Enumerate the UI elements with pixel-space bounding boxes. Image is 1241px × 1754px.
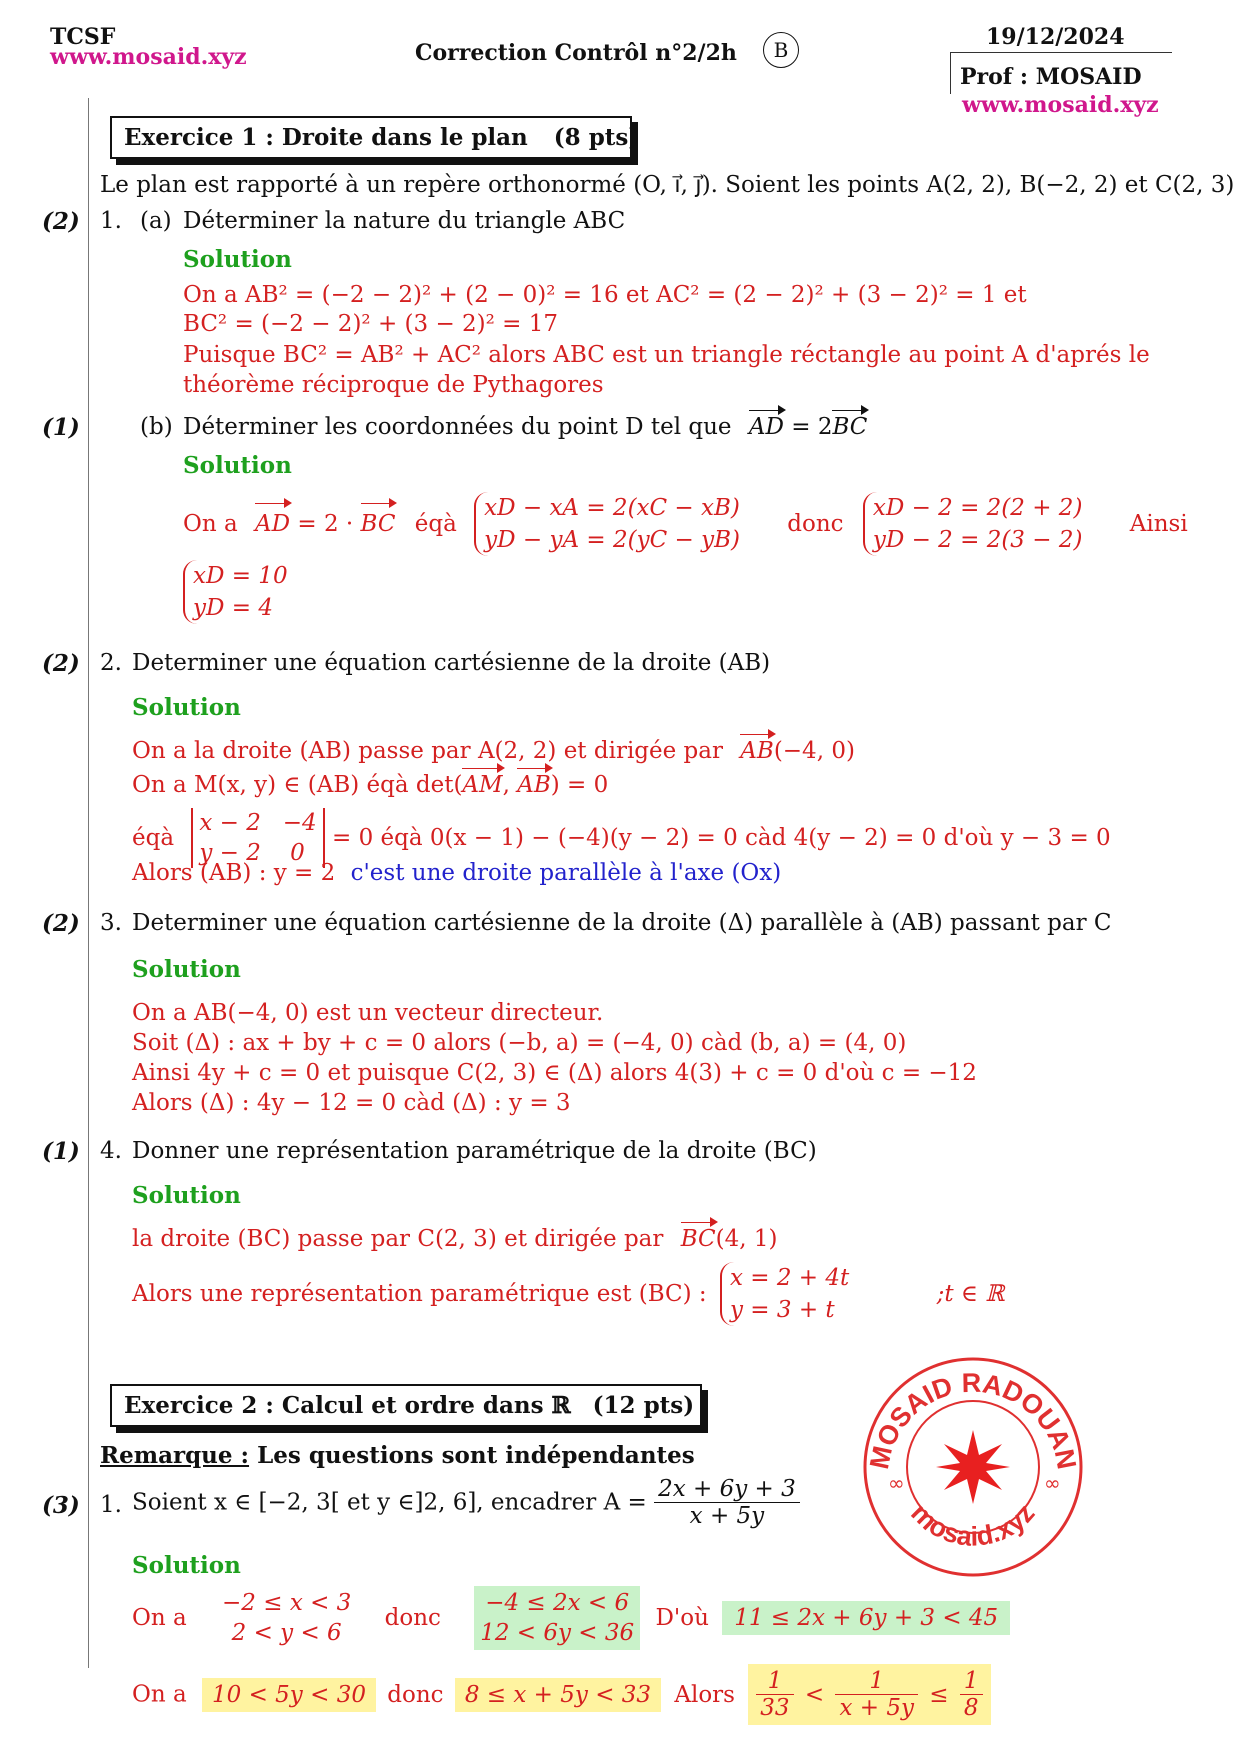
exercise2-points: (12 pts)	[592, 1392, 695, 1419]
ex2-ineq-y: 2 < y < 6	[231, 1620, 342, 1646]
stamp-top-path: MOSAID RADOUAN	[864, 1367, 1082, 1472]
ex2-frac-1-33-num: 1	[756, 1668, 793, 1695]
ex2-ineq-x: −2 ≤ x < 3	[222, 1590, 352, 1616]
vector-bc-direction: BC	[680, 1226, 716, 1252]
ex2-frac-1-8-num: 1	[960, 1668, 983, 1695]
site-link-left[interactable]: www.mosaid.xyz	[50, 44, 247, 70]
q2-det-row2: y − 2 0	[199, 840, 305, 866]
q1a-text: Déterminer la nature du triangle ABC	[183, 208, 626, 234]
q2-solution-line2	[132, 772, 608, 798]
q1b-text: Déterminer les coordonnées du point D tel que	[183, 414, 732, 440]
q1b-score: (1)	[42, 414, 80, 441]
q1b-on-a: On a	[183, 511, 238, 537]
q2-score: (2)	[42, 650, 80, 677]
q2-line1-text: On a la droite (AB) passe par A(2, 2) et dirigée par	[132, 738, 723, 764]
q3-solution-line3: Ainsi 4y + c = 0 et puisque C(2, 3) ∈ (Δ) alors 4(3) + c = 0 d'où c = −12	[132, 1060, 977, 1086]
ex2-q1-score: (3)	[42, 1492, 80, 1519]
q1b-label: (b)	[140, 414, 173, 440]
q2-line4-eq: Alors (AB) : y = 2	[132, 860, 336, 886]
q4-param-line2: y = 3 + t	[730, 1297, 835, 1323]
q1-number: 1.	[100, 208, 122, 234]
ex2-q1-solution-heading: Solution	[132, 1552, 241, 1579]
ex2-result-inverse	[748, 1664, 990, 1725]
ex2-result-numerator: 11 ≤ 2x + 6y + 3 < 45	[722, 1601, 1010, 1635]
q1a-solution-line1: On a AB² = (−2 − 2)² + (2 − 0)² = 16 et AC² = (2 − 2)² + (3 − 2)² = 1 et	[183, 282, 1027, 308]
vector-ad-solution: AD	[255, 507, 290, 541]
ex2-ineq-5y: 10 < 5y < 30	[202, 1678, 376, 1712]
q1a-solution-heading: Solution	[183, 246, 292, 273]
q2-solution-line1	[132, 738, 855, 764]
q3-solution-line4: Alors (Δ) : 4y − 12 = 0 càd (Δ) : y = 3	[132, 1090, 571, 1116]
q4-line1-text: la droite (BC) passe par C(2, 3) et dirigée par	[132, 1226, 664, 1252]
page-title: Correction Contrôl n°2/2h	[415, 40, 737, 66]
stamp-left-mark: ∞	[888, 1471, 905, 1495]
q2-line2-sep: ,	[502, 772, 518, 798]
q1b-relation-eq: = 2	[791, 414, 833, 440]
ex2-q1-frac-num: 2x + 6y + 3	[654, 1476, 800, 1503]
ex2-frac-1-8	[960, 1668, 983, 1721]
q1a-solution-line2: BC² = (−2 − 2)² + (3 − 2)² = 17	[183, 311, 559, 337]
ex2-on-a-2: On a	[132, 1681, 187, 1708]
q4-solution-heading: Solution	[132, 1182, 241, 1209]
q4-text: Donner une représentation paramétrique de la droite (BC)	[132, 1138, 817, 1164]
remark-label: Remarque :	[100, 1442, 250, 1469]
exercise1-title: Exercice 1 : Droite dans le plan	[124, 124, 528, 151]
q2-line2-text: On a M(x, y) ∈ (AB) éqà det(	[132, 772, 463, 798]
q4-score: (1)	[42, 1138, 80, 1165]
q1b-system-2	[863, 492, 1083, 556]
ex2-frac-inv-den: x + 5y	[839, 1695, 914, 1721]
q1b-donc: donc	[787, 511, 844, 537]
q1b-ainsi: Ainsi	[1129, 511, 1188, 537]
q1a-score: (2)	[42, 208, 80, 235]
q3-solution-line1: On a AB(−4, 0) est un vecteur directeur.	[132, 1000, 604, 1026]
vector-ab-det: AB	[517, 772, 551, 798]
site-link-right[interactable]: www.mosaid.xyz	[962, 92, 1159, 118]
q1b-solution-heading: Solution	[183, 452, 292, 479]
stamp-right-mark: ∞	[1044, 1471, 1061, 1495]
margin-line	[88, 98, 89, 1668]
ex2-donc: donc	[384, 1605, 441, 1631]
ex2-alors: Alors	[674, 1681, 735, 1708]
q4-solution-line2	[132, 1262, 1004, 1326]
stamp-bottom-text	[905, 1497, 1040, 1552]
q3-solution-line2: Soit (Δ) : ax + by + c = 0 alors (−b, a) = (−4, 0) càd (b, a) = (4, 0)	[132, 1030, 907, 1056]
q2-solution-line4	[132, 860, 781, 886]
q3-score: (2)	[42, 910, 80, 937]
ex2-frac-1-8-den: 8	[963, 1695, 979, 1721]
q1a-solution-line3: Puisque BC² = AB² + AC² alors ABC est un triangle réctangle au point A d'aprés le	[183, 342, 1150, 368]
q3-number: 3.	[100, 910, 122, 936]
vector-ad: AD	[748, 414, 784, 440]
q3-text: Determiner une équation cartésienne de la droite (Δ) parallèle à (AB) passant par C	[132, 910, 1112, 936]
q2-solution-line3	[132, 808, 1111, 868]
class-name: TCSF	[50, 24, 116, 50]
vector-bc-solution: BC	[361, 507, 396, 541]
stamp-bottom-path: mosaid.xyz	[905, 1497, 1041, 1552]
q1b-system-2-line1: xD − 2 = 2(2 + 2)	[872, 495, 1083, 521]
ex2-q1-number: 1.	[100, 1492, 122, 1518]
ex2-frac-inv-num: 1	[835, 1668, 918, 1695]
ex2-ineq-6y: 12 < 6y < 36	[480, 1620, 635, 1646]
ex2-dou: D'où	[655, 1605, 709, 1631]
vector-bc: BC	[832, 414, 868, 440]
ex2-q1-text: Soient x ∈ [−2, 3[ et y ∈]2, 6], encadrer A =	[132, 1489, 647, 1516]
q4-line2-text: Alors une représentation paramétrique est (BC) :	[132, 1281, 707, 1307]
q3-solution-heading: Solution	[132, 956, 241, 983]
ex2-q1-fraction	[654, 1476, 800, 1529]
q2-determinant	[191, 808, 324, 868]
exam-date: 19/12/2024	[986, 24, 1125, 50]
ex2-bounds-scaled	[474, 1586, 640, 1650]
q1b-system-3-line2: yD = 4	[193, 595, 273, 621]
ex2-donc-2: donc	[387, 1681, 444, 1708]
q1b-system-1-line2: yD − yA = 2(yC − yB)	[484, 527, 740, 553]
ex2-q1-frac-den: x + 5y	[689, 1503, 765, 1529]
q1b-result	[183, 560, 288, 624]
q4-number: 4.	[100, 1138, 122, 1164]
q2-line2-end: ) = 0	[550, 772, 609, 798]
q1b-eqa: éqà	[414, 511, 457, 537]
q2-number: 2.	[100, 650, 122, 676]
exercise1-title-box	[110, 116, 640, 159]
q1b-system-1	[474, 492, 740, 556]
ex2-q1-solution-row2	[132, 1664, 991, 1725]
exercise2-title-box	[110, 1384, 702, 1427]
stamp-star-icon	[936, 1430, 1010, 1504]
q1b-solution-row	[183, 492, 1188, 556]
ex2-q1-solution-row1	[132, 1586, 1010, 1650]
ex2-q1-question	[132, 1476, 800, 1529]
q1b-system-3-line1: xD = 10	[193, 563, 288, 589]
header-rule-vertical	[950, 52, 951, 94]
ex2-ineq-denominator: 8 ≤ x + 5y < 33	[455, 1678, 661, 1712]
stamp-graphic	[858, 1352, 1088, 1582]
exercise2-remark	[100, 1442, 695, 1469]
q1b-question	[183, 414, 867, 440]
ex2-on-a: On a	[132, 1605, 187, 1631]
vector-am: AM	[462, 772, 503, 798]
exercise1-points: (8 pts)	[553, 124, 640, 151]
q2-line4-note: c'est une droite parallèle à l'axe (Ox)	[350, 860, 782, 886]
q1a-solution-line4: théorème réciproque de Pythagores	[183, 372, 604, 398]
q2-text: Determiner une équation cartésienne de la droite (AB)	[132, 650, 771, 676]
version-badge: B	[763, 32, 799, 68]
q2-solution-heading: Solution	[132, 694, 241, 721]
q2-det-row1: x − 2 −4	[199, 810, 317, 836]
q1b-system-3	[183, 560, 288, 624]
q2-line1-coords: (−4, 0)	[773, 738, 855, 764]
q1a-label: (a)	[140, 208, 172, 234]
remark-text: Les questions sont indépendantes	[257, 1442, 695, 1469]
q1b-system-1-line1: xD − xA = 2(xC − xB)	[484, 495, 740, 521]
ex2-lt: <	[804, 1681, 825, 1708]
header-rule	[950, 52, 1172, 53]
ex2-ineq-2x: −4 ≤ 2x < 6	[485, 1590, 630, 1616]
q4-param-system	[720, 1262, 849, 1326]
vector-ab: AB	[740, 738, 774, 764]
q1b-system-2-line2: yD − 2 = 2(3 − 2)	[872, 527, 1083, 553]
q4-line1-coords: (4, 1)	[715, 1226, 778, 1252]
ex2-le: ≤	[929, 1681, 949, 1708]
exercise1-intro: Le plan est rapporté à un repère orthonormé (O, i⃗, j⃗). Soient les points A(2, 2), B(−2, 2) et C(2, 3)	[100, 172, 1235, 198]
exercise2-title: Exercice 2 : Calcul et ordre dans ℝ	[124, 1392, 571, 1419]
q2-det-eqa: éqà	[132, 825, 175, 851]
ex2-frac-1-33-den: 33	[760, 1695, 790, 1721]
q4-param-domain: ;t ∈ ℝ	[936, 1281, 1005, 1307]
q2-line3-text: = 0 éqà 0(x − 1) − (−4)(y − 2) = 0 càd 4(y − 2) = 0 d'où y − 3 = 0	[332, 825, 1111, 851]
ex2-frac-1-33	[756, 1668, 793, 1721]
q4-param-line1: x = 2 + 4t	[730, 1265, 850, 1291]
ex2-frac-inv-denom	[835, 1668, 918, 1721]
ex2-bounds-xy	[222, 1588, 351, 1648]
q1b-eq-dot: = 2 ·	[297, 511, 354, 537]
author-stamp	[858, 1352, 1088, 1582]
q4-solution-line1	[132, 1226, 777, 1252]
prof-name: Prof : MOSAID	[960, 64, 1142, 90]
